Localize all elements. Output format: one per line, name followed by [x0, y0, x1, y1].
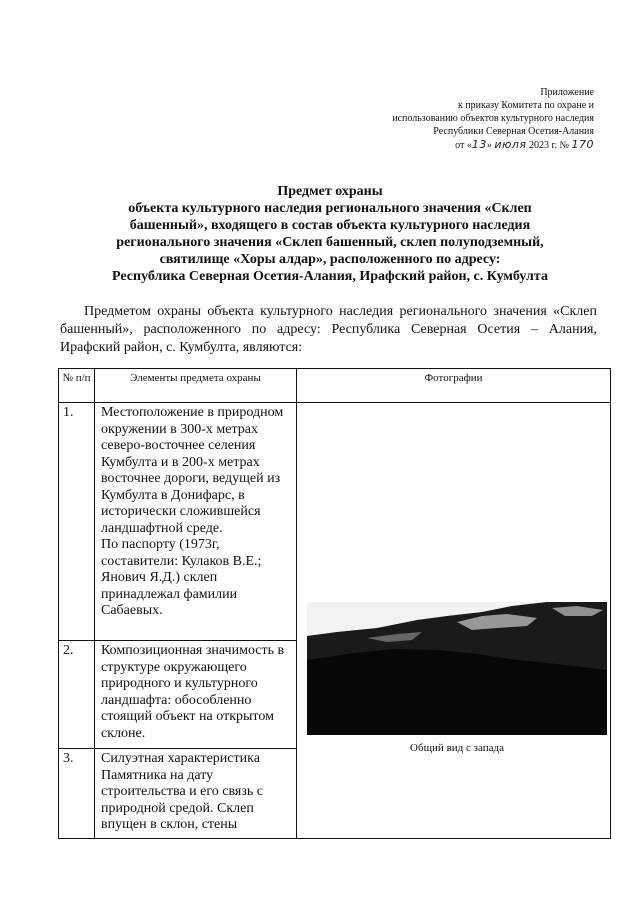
row-text: Силуэтная характеристика Памятника на дату строительства и его связь с природной средой. Склеп впущен в склон, стены [95, 749, 297, 839]
title-line: башенный», входящего в состав объекта культурного наследия [129, 218, 531, 233]
order-day: 13 [471, 138, 487, 151]
order-month: июля [494, 138, 527, 151]
order-year: 2023 г. № [528, 140, 569, 151]
order-number: 170 [571, 138, 594, 151]
row-number: 2. [59, 641, 95, 749]
order-mid: » [486, 140, 492, 151]
appendix-line: к приказу Комитета по охране и [457, 100, 594, 111]
document-title [60, 183, 600, 285]
appendix-block [334, 86, 594, 152]
row-text-part: По паспорту (1973г, составители: Кулаков В.Е.; Янович Я.Д.) склеп принадлежал фамилии Сабаевых. [101, 537, 262, 618]
header-photos: Фотографии [297, 369, 611, 403]
row-text: Композиционная значимость в структуре окружающего природного и культурного ландшафта: обособленно стоящий объект на открытом склоне. [95, 641, 297, 749]
title-line: Предмет охраны [277, 184, 383, 199]
appendix-title: Приложение [540, 87, 594, 98]
table-header-row [59, 369, 611, 403]
title-line: объекта культурного наследия регионального значения «Склеп [128, 201, 532, 216]
row-text-part: Местоположение в природном окружении в 300-х метрах северо-восточнее селения Кумбулта и в 200-х метрах восточнее дороги, ведущей из Кумбулта в Донифарс, в исторически сложившейся ландшафтной среде. [101, 405, 284, 536]
title-line: святилище «Хоры алдар», расположенного по адресу: [159, 252, 501, 267]
appendix-line: Республики Северная Осетия-Алания [433, 126, 594, 137]
order-line [334, 138, 594, 152]
protection-table [58, 368, 611, 839]
row-number: 3. [59, 749, 95, 839]
header-elements: Элементы предмета охраны [95, 369, 297, 403]
landscape-photo [307, 602, 607, 735]
header-number: № п/п [59, 369, 95, 403]
title-line: регионального значения «Склеп башенный, склеп полуподземный, [116, 235, 544, 250]
row-number: 1. [59, 403, 95, 641]
order-prefix: от « [455, 140, 472, 151]
row-text [95, 403, 297, 641]
photo-caption: Общий вид с запада [410, 742, 504, 754]
photo-cell [297, 403, 611, 839]
intro-paragraph: Предметом охраны объекта культурного наследия регионального значения «Склеп башенный», расположенного по адресу: Республика Северная Осетия – Алания, Ирафский район, с. Кумбулта, являются: [60, 304, 597, 355]
table-row [59, 403, 611, 641]
landscape-image [307, 602, 607, 735]
appendix-line: использованию объектов культурного наследия [392, 113, 594, 124]
title-line: Республика Северная Осетия-Алания, Ирафский район, с. Кумбулта [112, 269, 548, 284]
